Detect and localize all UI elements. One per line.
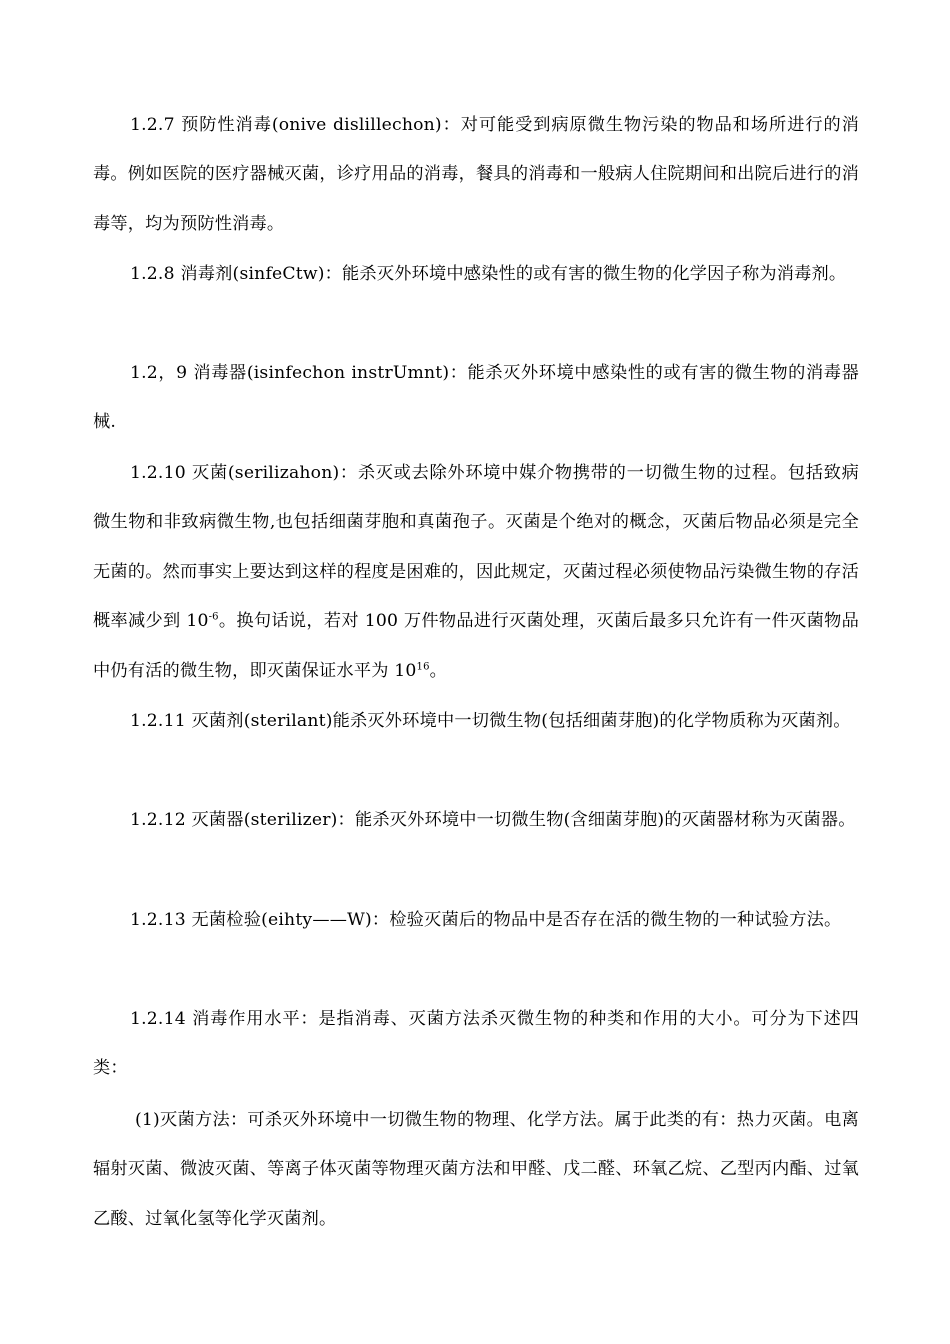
- paragraph-1-2-13: 1.2.13 无菌检验(eihty——W)：检验灭菌后的物品中是否存在活的微生物的一种试验方法。: [130, 910, 842, 930]
- exponent-sixteen: 16: [416, 661, 430, 673]
- paragraph-1-2-14: 1.2.14 消毒作用水平：是指消毒、灭菌方法杀灭微生物的种类和作用的大小。可分为下述四类：: [93, 1009, 859, 1079]
- paragraph-1-2-10-part3: 。: [429, 660, 448, 681]
- paragraph-1-2-9: 1.2，9 消毒器(isinfechon instrUmnt)：能杀灭外环境中感染性的或有害的微生物的消毒器械.: [93, 363, 859, 433]
- paragraph-1-2-8: 1.2.8 消毒剂(sinfeCtw)：能杀灭外环境中感染性的或有害的微生物的化学因子称为消毒剂。: [130, 264, 847, 284]
- exponent-minus-six: -6: [208, 611, 219, 623]
- paragraph-1-2-11: 1.2.11 灭菌剂(sterilant)能杀灭外环境中一切微生物(包括细菌芽胞)的化学物质称为灭菌剂。: [130, 711, 851, 731]
- paragraph-1-2-12: 1.2.12 灭菌器(sterilizer)：能杀灭外环境中一切微生物(含细菌芽胞)的灭菌器材称为灭菌器。: [130, 810, 856, 830]
- paragraph-1-2-10-part1: 1.2.10 灭菌(serilizahon)：杀灭或去除外环境中媒介物携带的一切微生物的过程。包括致病微生物和非致病微生物,也包括细菌芽胞和真菌孢子。灭菌是个绝对的概念，灭菌后物品必须是完全无菌的。然而事实上要达到这样的程度是困难的，因此规定，灭菌过程必须使物品污染微生物的存活概率减少到 10: [93, 463, 859, 632]
- paragraph-1-2-10-part2: 。换句话说，若对 100 万件物品进行灭菌处理，灭菌后最多只允许有一件灭菌物品中仍有活的微生物，即灭菌保证水平为 10: [93, 611, 859, 681]
- paragraph-1-2-7: 1.2.7 预防性消毒(onive dislillechon)：对可能受到病原微生物污染的物品和场所进行的消毒。例如医院的医疗器械灭菌，诊疗用品的消毒，餐具的消毒和一般病人住院期间和出院后进行的消毒等，均为预防性消毒。: [93, 115, 859, 234]
- paragraph-1-2-10: [93, 449, 859, 696]
- paragraph-sterilization-methods: (1)灭菌方法：可杀灭外环境中一切微生物的物理、化学方法。属于此类的有：热力灭菌。电离辐射灭菌、微波灭菌、等离子体灭菌等物理灭菌方法和甲醛、戊二醛、环氧乙烷、乙型丙内酯、过氧乙酸、过氧化氢等化学灭菌剂。: [93, 1110, 859, 1229]
